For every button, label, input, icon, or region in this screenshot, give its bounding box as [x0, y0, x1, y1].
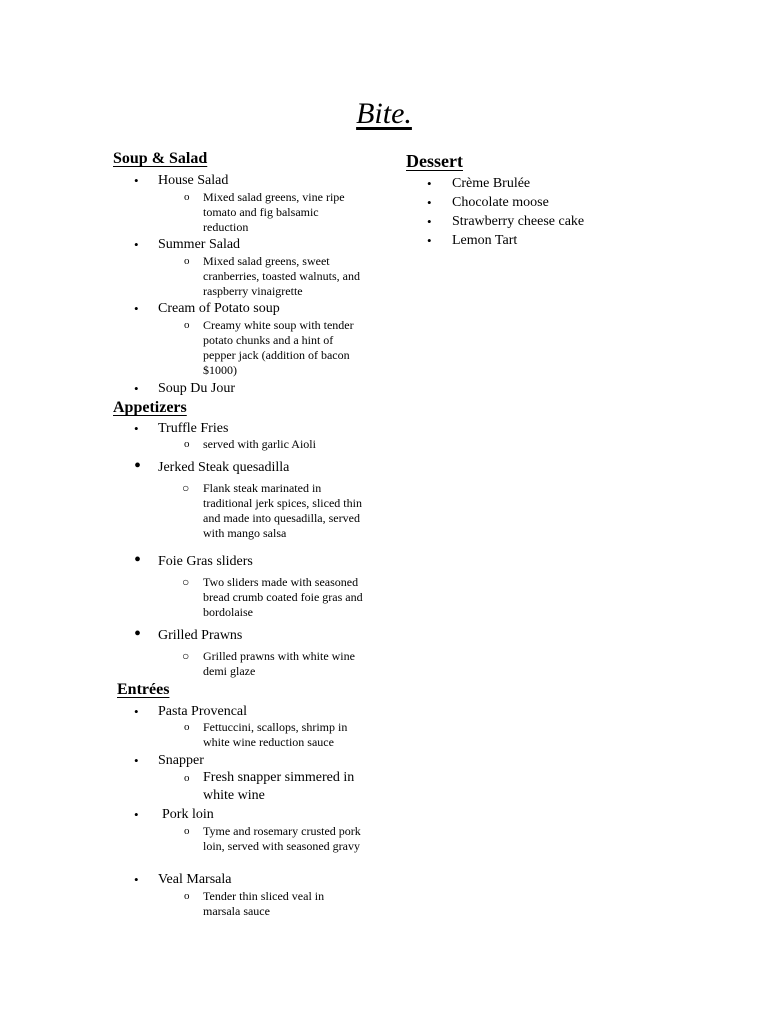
bullet-icon: •: [427, 176, 432, 191]
bullet-icon: •: [427, 195, 432, 210]
bullet-icon: •: [134, 623, 142, 645]
sub-bullet-icon: o: [184, 890, 190, 902]
menu-item-desc-house-salad: Mixed salad greens, vine ripe tomato and fig balsamic reduction: [203, 190, 345, 234]
menu-item-desc-cream-of-potato-soup: Creamy white soup with tender potato chunks and a hint of pepper jack (addition of bacon $1000): [203, 318, 354, 377]
menu-item-jerked-steak-quesadilla: Jerked Steak quesadilla: [158, 460, 290, 475]
bullet-icon: •: [134, 872, 139, 887]
bullet-icon: •: [134, 549, 142, 571]
menu-item-house-salad: House Salad: [158, 173, 229, 188]
menu-item-desc-veal-marsala: Tender thin sliced veal in marsala sauce: [203, 889, 325, 918]
menu-item-soup-du-jour: Soup Du Jour: [158, 381, 236, 396]
sub-bullet-icon: o: [184, 438, 190, 450]
dessert-item-chocolate-moose: Chocolate moose: [452, 195, 549, 210]
sub-bullet-icon: ○: [182, 481, 190, 495]
soup-salad-heading: Soup & Salad: [113, 150, 208, 167]
menu-item-veal-marsala: Veal Marsala: [158, 872, 232, 887]
menu-item-cream-of-potato-soup: Cream of Potato soup: [158, 301, 280, 316]
entrees-heading: Entrées: [117, 681, 170, 698]
sub-bullet-icon: o: [184, 255, 190, 267]
bullet-icon: •: [134, 455, 142, 477]
bullet-icon: •: [134, 753, 139, 768]
sub-bullet-icon: ○: [182, 649, 190, 663]
sub-bullet-icon: ○: [182, 575, 190, 589]
bullet-icon: •: [134, 807, 139, 822]
bullet-icon: •: [134, 704, 139, 719]
menu-item-desc-summer-salad: Mixed salad greens, sweet cranberries, toasted walnuts, and raspberry vinaigrette: [203, 254, 360, 298]
menu-item-pork-loin: Pork loin: [162, 807, 214, 822]
sub-bullet-icon: o: [184, 319, 190, 331]
dessert-item-creme-brulee: Crème Brulée: [452, 176, 531, 191]
bullet-icon: •: [427, 214, 432, 229]
menu-item-desc-jerked-steak-quesadilla: Flank steak marinated in traditional jerk spices, sliced thin and made into quesadilla, served with mango salsa: [203, 481, 362, 540]
bullet-icon: •: [427, 233, 432, 248]
menu-item-desc-truffle-fries: served with garlic Aioli: [203, 437, 316, 451]
menu-item-desc-pork-loin: Tyme and rosemary crusted pork loin, served with seasoned gravy: [203, 824, 361, 853]
menu-item-summer-salad: Summer Salad: [158, 237, 241, 252]
bullet-icon: •: [134, 237, 139, 252]
bullet-icon: •: [134, 421, 139, 436]
sub-bullet-icon: o: [184, 191, 190, 203]
dessert-heading: Dessert: [406, 151, 463, 171]
bullet-icon: •: [134, 301, 139, 316]
menu-item-desc-foie-gras-sliders: Two sliders made with seasoned bread crumb coated foie gras and bordolaise: [203, 575, 363, 619]
menu-item-pasta-provencal: Pasta Provencal: [158, 704, 248, 719]
menu-item-desc-snapper: Fresh snapper simmered in white wine: [203, 770, 355, 803]
menu-item-desc-pasta-provencal: Fettuccini, scallops, shrimp in white wine reduction sauce: [203, 720, 348, 749]
dessert-item-lemon-tart: Lemon Tart: [452, 233, 518, 248]
sub-bullet-icon: o: [184, 721, 190, 733]
sub-bullet-icon: o: [184, 825, 190, 837]
sub-bullet-icon: o: [184, 772, 190, 784]
menu-item-grilled-prawns: Grilled Prawns: [158, 628, 243, 643]
bullet-icon: •: [134, 381, 139, 396]
appetizers-heading: Appetizers: [113, 399, 187, 416]
menu-item-desc-grilled-prawns: Grilled prawns with white wine demi glaze: [203, 649, 355, 678]
menu-item-foie-gras-sliders: Foie Gras sliders: [158, 554, 253, 569]
menu-item-snapper: Snapper: [158, 753, 204, 768]
menu-item-truffle-fries: Truffle Fries: [158, 421, 229, 436]
dessert-item-strawberry-cheese-cake: Strawberry cheese cake: [452, 214, 585, 229]
bullet-icon: •: [134, 173, 139, 188]
menu-title: Bite.: [356, 97, 412, 130]
